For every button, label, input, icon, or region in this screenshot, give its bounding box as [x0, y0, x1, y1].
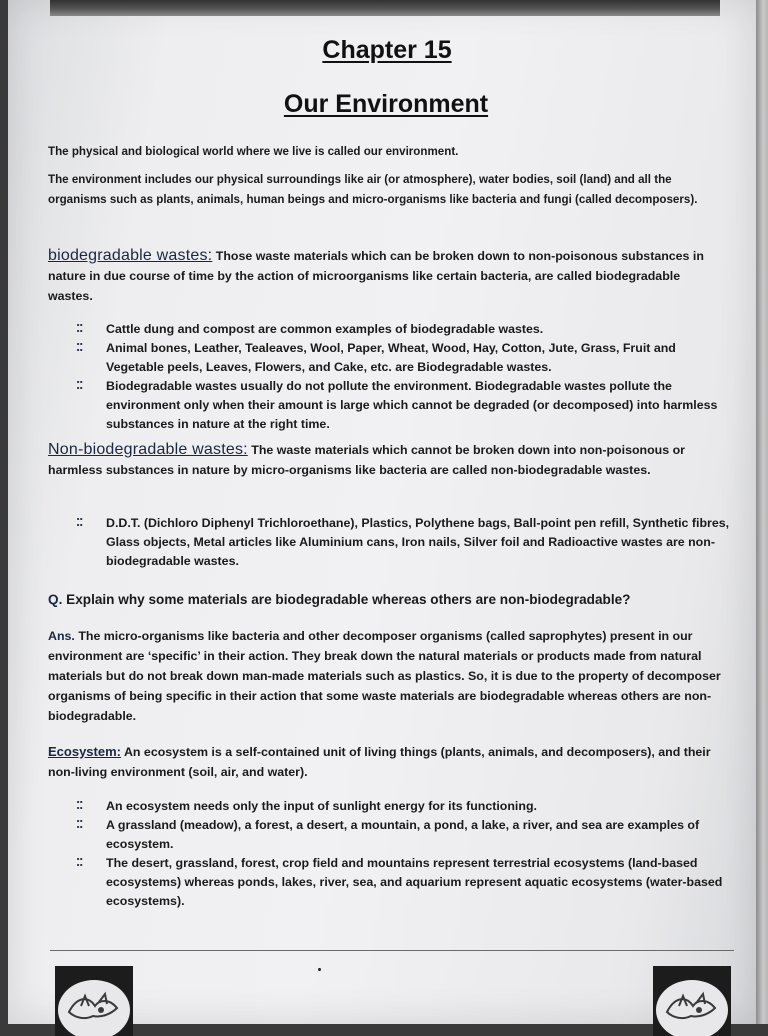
bullet-icon: ⁚⁚ — [76, 323, 83, 335]
bullet-icon: ⁚⁚ — [76, 819, 83, 831]
ecosystem-bullet-list — [72, 797, 732, 911]
biodegradable-definition: Those waste materials which can be broken down to non-poisonous substances in nature in due course of time by the action of microorganisms like certain bacteria, are called biodegradable wastes. — [48, 249, 704, 303]
list-item: ⁚⁚ Biodegradable wastes usually do not pollute the environment. Biodegradable wastes pollute the environment only when their amount is large which cannot be degraded (or decomposed) into harmless substances in nature at the right time. — [76, 379, 718, 431]
list-item: ⁚⁚ The desert, grassland, forest, crop field and mountains represent terrestrial ecosystems (land-based ecosystems) whereas ponds, lakes, river, sea, and aquarium represent aquatic ecosystems (water-based ecosystems). — [76, 856, 723, 908]
non-biodegradable-bullet-list — [72, 514, 732, 571]
question-label: Q. — [48, 592, 63, 607]
list-item: ⁚⁚ D.D.T. (Dichloro Diphenyl Trichloroethane), Plastics, Polythene bags, Ball-point pen refill, Synthetic fibres, Glass objects, Metal articles like Aluminium cans, Iron nails, Silver foil and Radioactive wastes are non-biodegradable wastes. — [76, 516, 730, 568]
ink-dot — [318, 968, 321, 971]
bullet-icon: ⁚⁚ — [76, 857, 83, 869]
emblem-logo-icon — [55, 966, 133, 1036]
bullet-icon: ⁚⁚ — [76, 342, 83, 354]
list-item: ⁚⁚ Cattle dung and compost are common examples of biodegradable wastes. — [72, 320, 732, 339]
question-text: Explain why some materials are biodegradable whereas others are non-biodegradable? — [66, 592, 631, 607]
non-biodegradable-heading: Non-biodegradable wastes: — [48, 441, 248, 458]
emblem-logo-icon — [653, 966, 731, 1036]
non-biodegradable-definition: The waste materials which cannot be broken down into non-poisonous or harmless substances in nature by micro-organisms like bacteria are called non-biodegradable wastes. — [48, 443, 685, 477]
biodegradable-bullet-list — [72, 320, 732, 434]
answer — [48, 626, 724, 726]
list-item: ⁚⁚ An ecosystem needs only the input of sunlight energy for its functioning. — [72, 797, 732, 816]
document-page — [8, 0, 756, 1024]
intro-line-1: The physical and biological world where we live is called our environment. — [48, 145, 459, 158]
ecosystem-definition: An ecosystem is a self-contained unit of living things (plants, animals, and decomposers), and their non-living environment (soil, air, and water). — [48, 745, 711, 779]
chapter-number: Chapter 15 — [322, 36, 452, 64]
chapter-title: Our Environment — [283, 90, 489, 118]
bullet-icon: ⁚⁚ — [76, 800, 83, 812]
answer-label: Ans. — [48, 629, 75, 643]
list-item: ⁚⁚ Animal bones, Leather, Tealeaves, Wool, Paper, Wheat, Wood, Hay, Cotton, Jute, Grass, Fruit and Vegetable peels, Leaves, Flowers, and Cake, etc. are Biodegradable wastes. — [76, 341, 676, 374]
biodegradable-heading: biodegradable wastes: — [48, 247, 213, 264]
list-item: ⁚⁚ A grassland (meadow), a forest, a desert, a mountain, a pond, a lake, a river, and sea are examples of ecosystem. — [76, 818, 700, 851]
bullet-icon: ⁚⁚ — [76, 517, 83, 529]
page-edge-shadow — [756, 0, 768, 1024]
top-binding-strip — [50, 0, 720, 16]
footer-divider — [50, 950, 734, 951]
non-biodegradable-section — [48, 440, 724, 480]
ecosystem-section — [48, 742, 724, 782]
intro-line-2: The environment includes our physical surroundings like air (or atmosphere), water bodies, soil (land) and all the organisms such as plants, animals, human beings and micro-organisms like bacteria and fungi (called decomposers). — [48, 173, 698, 206]
biodegradable-section — [48, 246, 724, 306]
ecosystem-heading: Ecosystem: — [48, 744, 121, 759]
answer-text: The micro-organisms like bacteria and other decomposer organisms (called saprophytes) present in our environment are ‘specific’ in their action. They break down the natural materials or products made from natural materials but do not break down man-made materials such as plastics. So, it is due to the property of decomposer organisms of being specific in their action that some waste materials are biodegradable whereas others are non-biodegradable. — [48, 629, 721, 723]
question — [48, 590, 724, 610]
bullet-icon: ⁚⁚ — [76, 380, 83, 392]
